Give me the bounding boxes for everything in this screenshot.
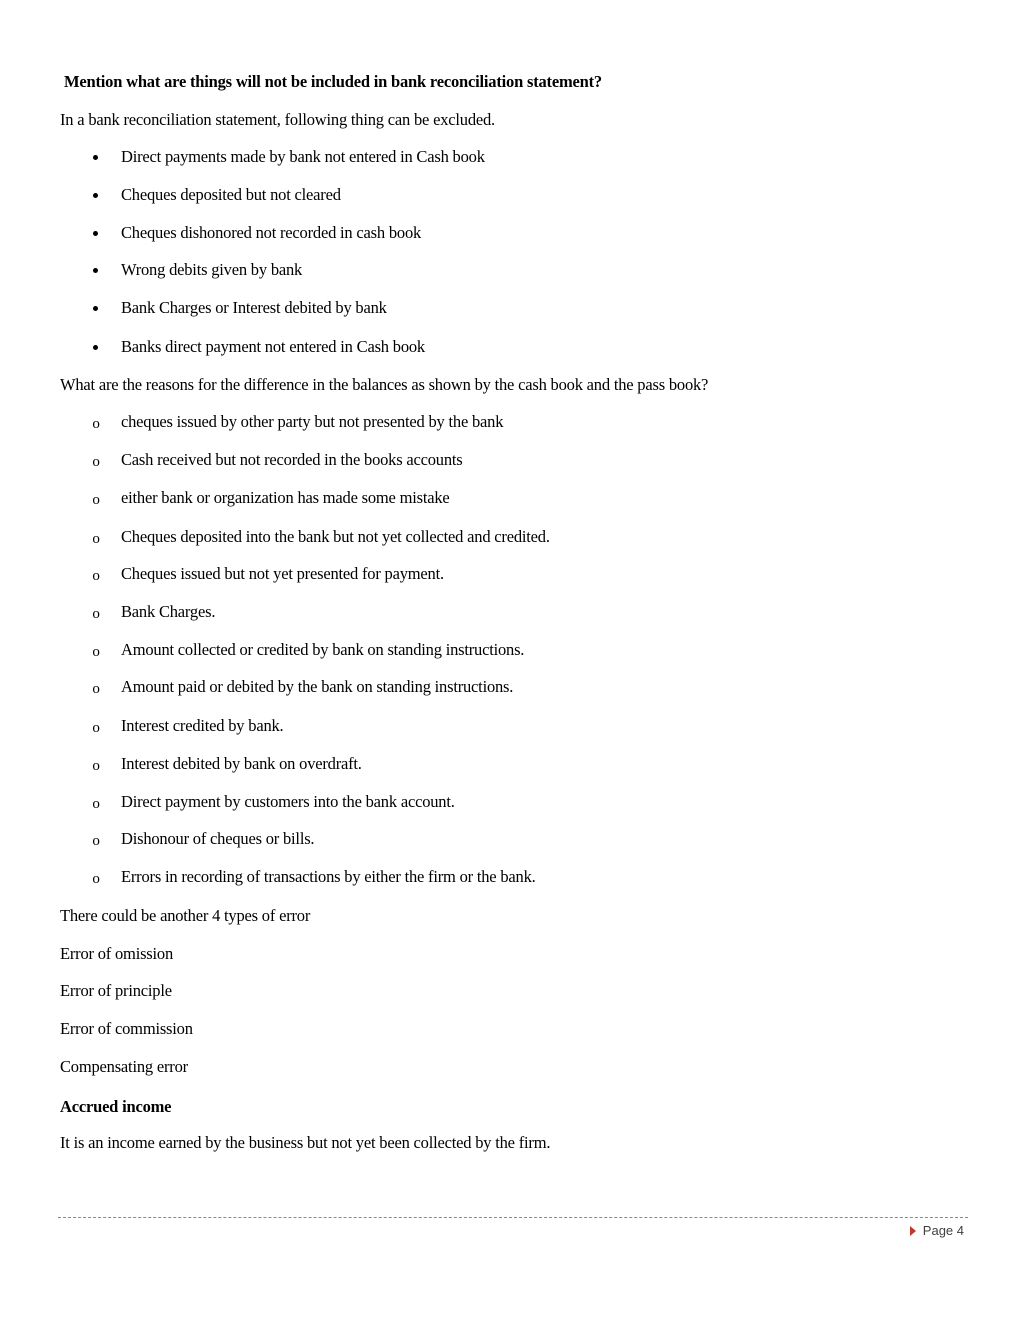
bullet-circle-icon: o [92, 568, 100, 584]
heading-accrued-income: Accrued income [60, 1097, 172, 1116]
list-item: o Direct payment by customers into the bank account. [0, 792, 1024, 812]
list-item: Bank Charges or Interest debited by bank [121, 298, 387, 317]
bullet-circle-icon: o [92, 531, 100, 547]
list-item: o cheques issued by other party but not presented by the bank [0, 412, 1024, 432]
list-item: o Errors in recording of transactions by either the firm or the bank. [0, 867, 1024, 887]
bullet-circle-icon: o [92, 416, 100, 432]
page-number: Page 4 [922, 1223, 964, 1238]
errors-intro: There could be another 4 types of error [60, 906, 311, 925]
list-item: Wrong debits given by bank [121, 260, 303, 279]
list-item: o Dishonour of cheques or bills. [0, 829, 1024, 849]
list-item: o either bank or organization has made some mistake [0, 488, 1024, 508]
intro-paragraph: In a bank reconciliation statement, following thing can be excluded. [60, 110, 495, 129]
list-item: o Cash received but not recorded in the books accounts [0, 450, 1024, 470]
footer-divider [58, 1217, 968, 1218]
error-type-compensating: Compensating error [60, 1057, 188, 1076]
list-item: o Cheques issued but not yet presented for payment. [0, 564, 1024, 584]
error-type-commission: Error of commission [60, 1019, 193, 1038]
bullet-circle-icon: o [92, 492, 100, 508]
bullet-circle-icon: o [92, 833, 100, 849]
bullet-circle-icon: o [92, 681, 100, 697]
bullet-circle-icon: o [92, 720, 100, 736]
list-item: Cheques deposited but not cleared [121, 185, 341, 204]
heading-excluded-items: Mention what are things will not be included in bank reconciliation statement? [64, 72, 602, 91]
question-balance-difference: What are the reasons for the difference in the balances as shown by the cash book and the pass book? [60, 375, 709, 394]
bullet-circle-icon: o [92, 758, 100, 774]
list-item: Direct payments made by bank not entered in Cash book [121, 147, 485, 166]
list-item: o Cheques deposited into the bank but not yet collected and credited. [0, 527, 1024, 547]
list-item: o Amount paid or debited by the bank on standing instructions. [0, 677, 1024, 697]
list-item: o Amount collected or credited by bank on standing instructions. [0, 640, 1024, 660]
bullet-circle-icon: o [92, 606, 100, 622]
bullet-circle-icon: o [92, 871, 100, 887]
list-item: o Interest credited by bank. [0, 716, 1024, 736]
page-footer [910, 1222, 964, 1240]
bullet-circle-icon: o [92, 644, 100, 660]
bullet-circle-icon: o [92, 796, 100, 812]
list-item: Banks direct payment not entered in Cash book [121, 337, 425, 356]
error-type-principle: Error of principle [60, 981, 172, 1000]
bullet-circle-icon: o [92, 454, 100, 470]
error-type-omission: Error of omission [60, 944, 174, 963]
accrued-income-definition: It is an income earned by the business but not yet been collected by the firm. [60, 1133, 551, 1152]
triangle-right-icon [910, 1226, 916, 1236]
list-item: o Bank Charges. [0, 602, 1024, 622]
list-item: Cheques dishonored not recorded in cash book [121, 223, 422, 242]
list-item: o Interest debited by bank on overdraft. [0, 754, 1024, 774]
